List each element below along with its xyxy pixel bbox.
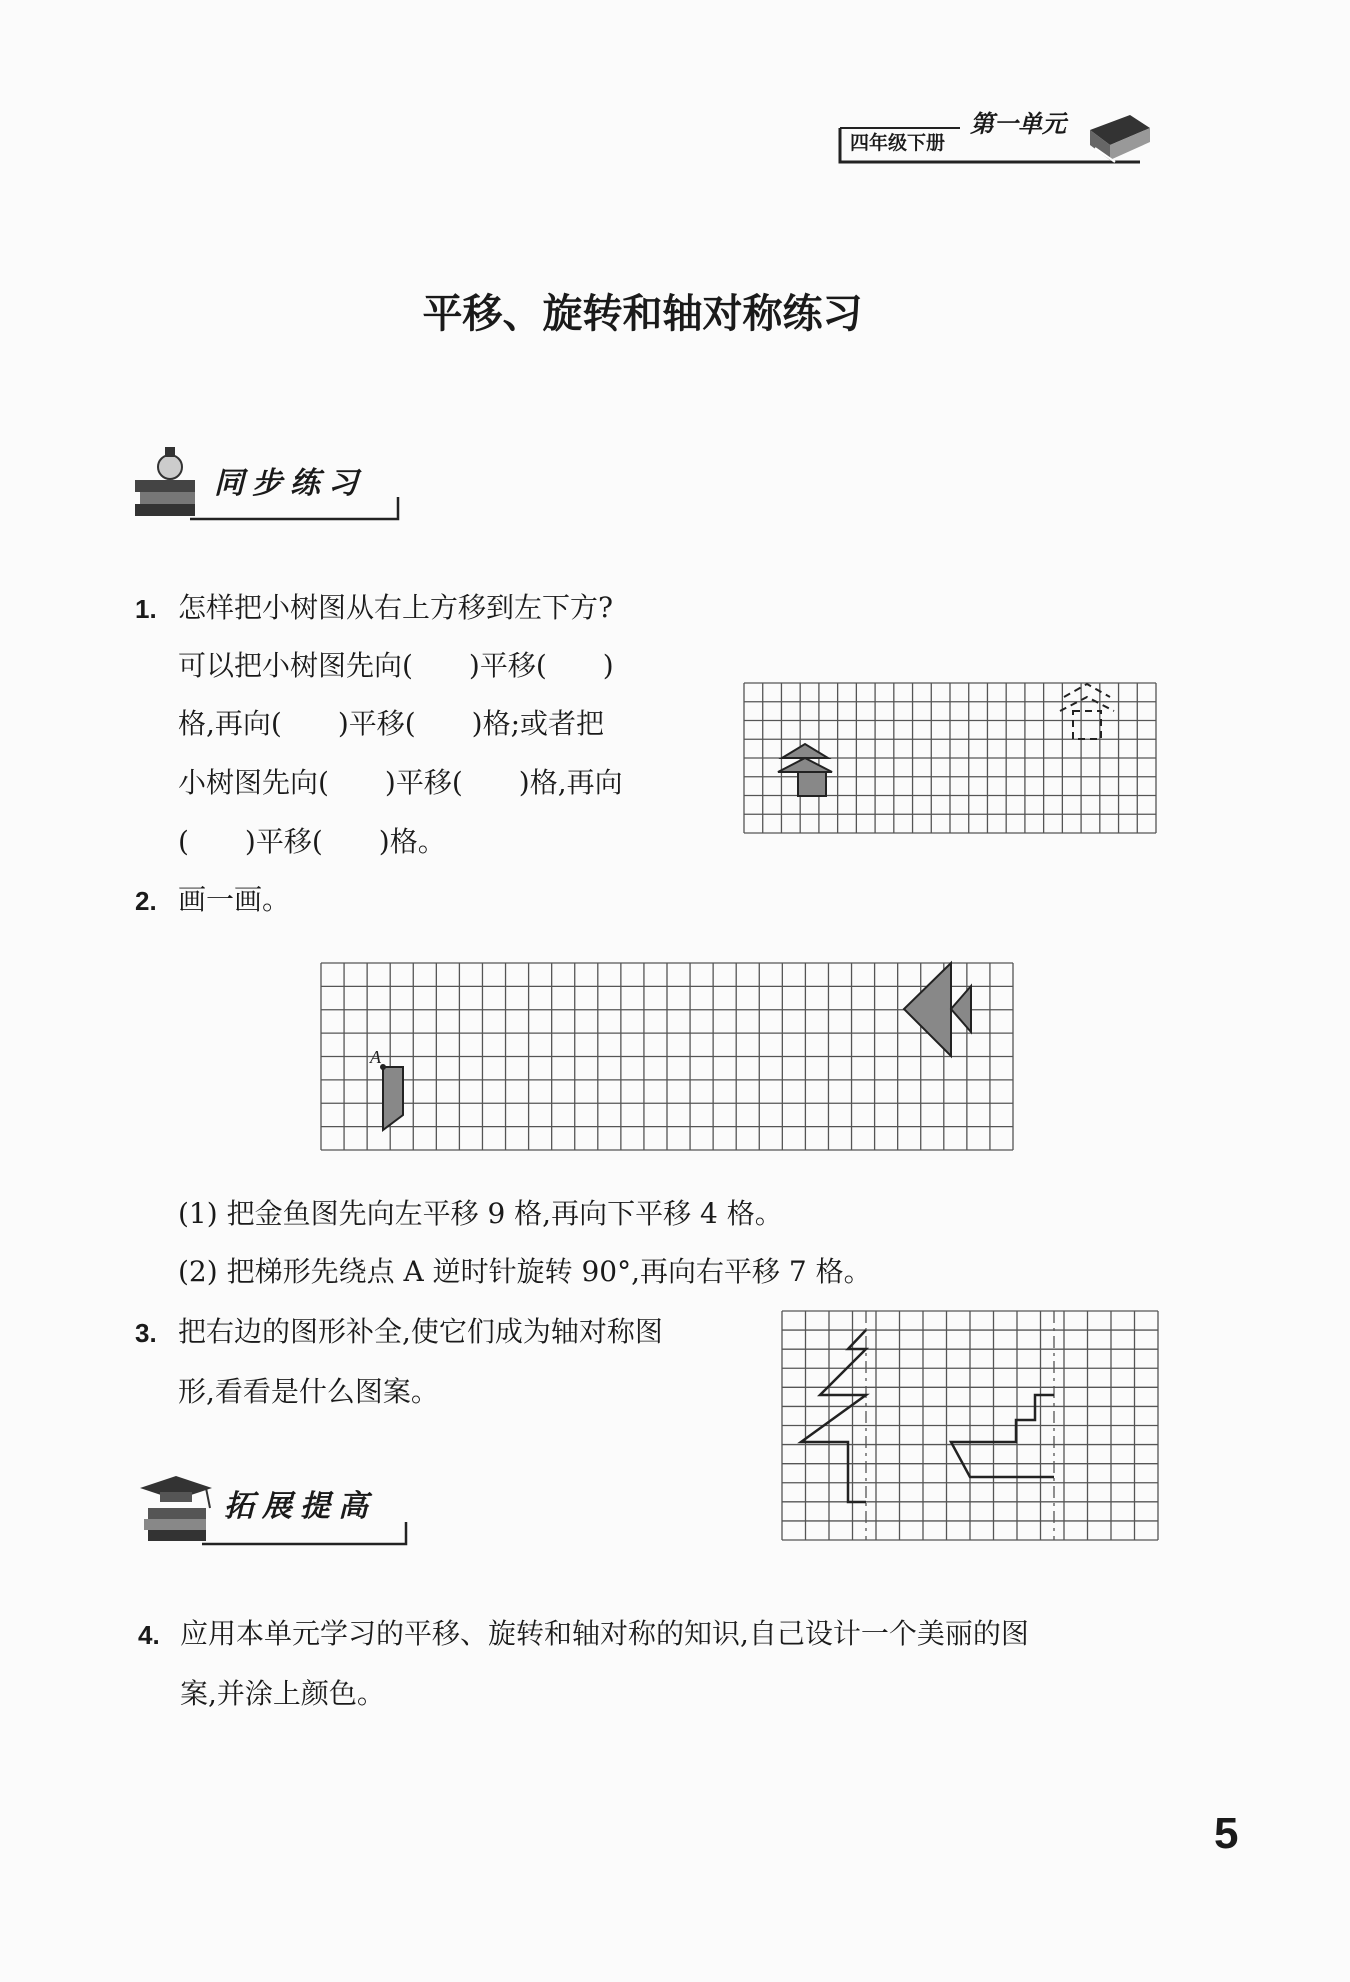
q2-sub1: (1) 把金鱼图先向左平移 9 格,再向下平移 4 格。: [178, 1197, 783, 1230]
page-title: 平移、旋转和轴对称练习: [422, 290, 863, 337]
q3-number: 3.: [135, 1318, 157, 1348]
grid-lines: [321, 963, 1013, 1150]
q3-line1: 把右边的图形补全,使它们成为轴对称图: [178, 1315, 663, 1348]
books-icon: [1085, 100, 1155, 170]
q3-line2: 形,看看是什么图案。: [178, 1375, 439, 1408]
q1-tree-solid: [778, 744, 832, 796]
q4-number: 4.: [138, 1620, 160, 1650]
q2-grid: [321, 963, 1013, 1150]
q3-grid: [782, 1311, 1158, 1540]
q1-tree-dashed: [1060, 684, 1114, 739]
q1-line4: ( )平移( )格。: [178, 825, 446, 858]
header-grade: 四年级下册: [850, 132, 946, 154]
q2-point-a-label: A: [370, 1047, 381, 1067]
q2-trapezoid: [380, 1064, 403, 1130]
q2-sub2: (2) 把梯形先绕点 A 逆时针旋转 90°,再向右平移 7 格。: [178, 1255, 872, 1288]
q2-number: 2.: [135, 886, 157, 916]
q3-tree-half: [801, 1330, 866, 1502]
section-title-extend: 拓展提高: [224, 1489, 376, 1524]
section-banner-sync: [130, 445, 410, 525]
q1-question: 怎样把小树图从右上方移到左下方?: [178, 591, 614, 624]
q2-goldfish: [904, 963, 971, 1056]
grid-lines: [782, 1311, 1158, 1540]
section-banner-extend: [138, 1468, 418, 1548]
header-unit: 第一单元: [970, 110, 1066, 138]
page-number: 5: [1214, 1809, 1239, 1858]
q1-line2: 格,再向( )平移( )格;或者把: [178, 707, 605, 740]
q3-vase-half: [951, 1395, 1054, 1477]
q4-line1: 应用本单元学习的平移、旋转和轴对称的知识,自己设计一个美丽的图: [180, 1617, 1029, 1650]
q4-line2: 案,并涂上颜色。: [180, 1677, 385, 1710]
section-title-sync: 同步练习: [214, 466, 366, 501]
q1-line1: 可以把小树图先向( )平移( ): [178, 649, 614, 682]
q1-line3: 小树图先向( )平移( )格,再向: [178, 766, 623, 799]
q1-number: 1.: [135, 594, 157, 624]
q2-question: 画一画。: [178, 883, 291, 916]
q1-grid: [744, 683, 1156, 833]
